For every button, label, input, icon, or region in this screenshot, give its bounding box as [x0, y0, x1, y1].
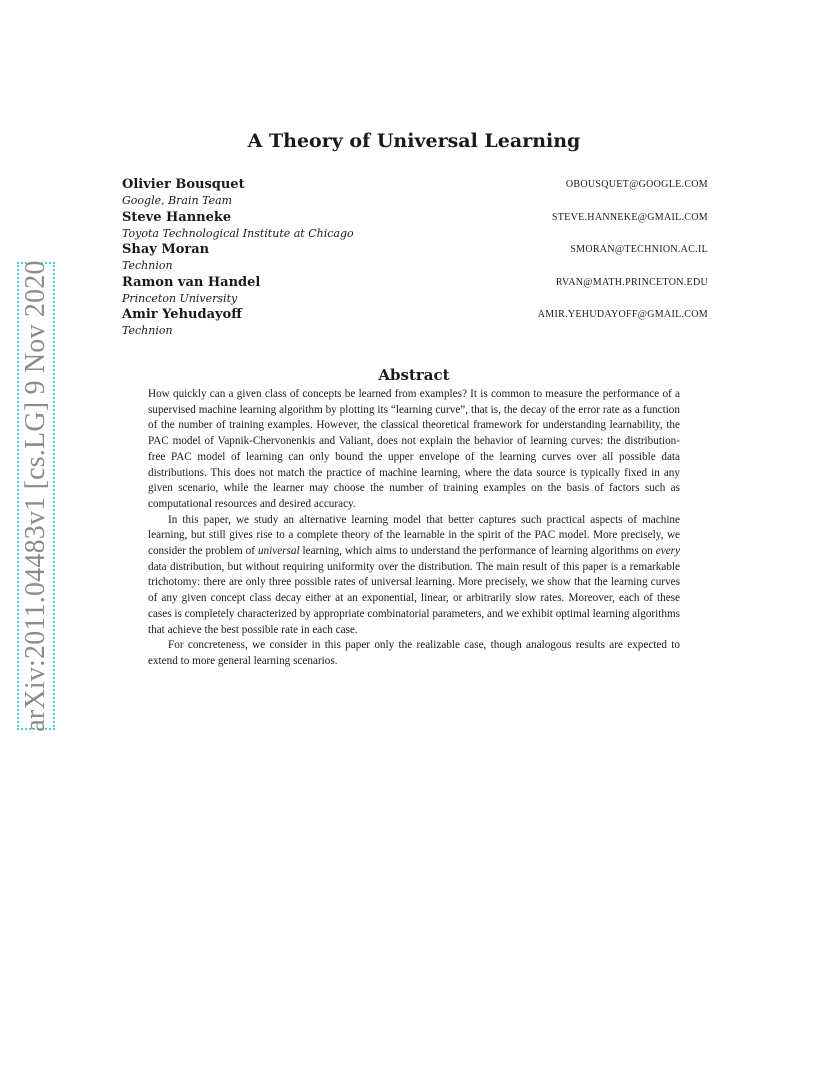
- author-list: [122, 176, 708, 339]
- paper-title: A Theory of Universal Learning: [247, 130, 581, 152]
- author-affiliation: Technion: [122, 259, 173, 272]
- author-name: Amir Yehudayoff: [122, 307, 242, 322]
- author-name: Shay Moran: [122, 242, 210, 257]
- arxiv-stamp: [17, 262, 55, 730]
- abstract-heading: Abstract: [378, 366, 450, 384]
- paragraph-text: In this paper, we study an alternative learning model that better captures such practical aspects of machine learning, but still gives rise to a complete theory of the learnable in the spirit of the PAC model. More precisely, we consider the problem of: [148, 513, 680, 558]
- author-block: [122, 176, 708, 209]
- author-email: OBOUSQUET@GOOGLE.COM: [565, 179, 708, 190]
- arxiv-identifier: arXiv:2011.04483v1 [cs.LG] 9 Nov 2020: [20, 260, 51, 732]
- author-block: [122, 306, 708, 339]
- abstract-body: [148, 387, 680, 670]
- author-name: Steve Hanneke: [122, 209, 232, 225]
- author-block: [122, 241, 708, 274]
- author-name: Ramon van Handel: [122, 274, 261, 290]
- author-name: Olivier Bousquet: [122, 177, 245, 192]
- author-block: [122, 209, 708, 242]
- author-affiliation: Princeton University: [122, 291, 238, 305]
- abstract-paragraph-2: [148, 513, 680, 639]
- author-email: SMORAN@TECHNION.AC.IL: [570, 244, 708, 255]
- emphasis-every: every: [655, 545, 680, 558]
- author-email: RVAN@MATH.PRINCETON.EDU: [555, 276, 708, 288]
- author-email: STEVE.HANNEKE@GMAIL.COM: [551, 211, 708, 223]
- author-affiliation: Toyota Technological Institute at Chicago: [122, 226, 354, 240]
- paragraph-text: data distribution, but without requiring uniformity over the distribution. The main result of this paper is a remarkable trichotomy: there are only three possible rates of universal learning. More precisely, we show that the learning curves of any given concept class decay either at an exponential, linear, or arbitrarily slow rates. Moreover, each of these cases is completely characterized by appropriate combinatorial parameters, and we exhibit optimal learning algorithms that achieve the best possible rate in each case.: [148, 560, 680, 636]
- author-affiliation: Google, Brain Team: [122, 194, 233, 207]
- author-email: AMIR.YEHUDAYOFF@GMAIL.COM: [537, 309, 708, 320]
- paragraph-text: learning, which aims to understand the performance of learning algorithms on: [299, 545, 656, 558]
- abstract-paragraph-1: How quickly can a given class of concepts be learned from examples? It is common to measure the performance of a supervised machine learning algorithm by plotting its “learning curve”, that is, the decay of the error rate as a function of the number of training examples. However, the classical theoretical framework for understanding learnability, the PAC model of Vapnik-Chervonenkis and Valiant, does not explain the behavior of learning curves: the distribution-free PAC model of learning can only bound the upper envelope of the learning curves over all possible data distributions. This does not match the practice of machine learning, where the data source is typically fixed in any given scenario, while the learner may choose the number of training examples on the basis of factors such as computational resources and desired accuracy.: [148, 388, 680, 510]
- emphasis-universal: universal: [257, 545, 300, 558]
- author-affiliation: Technion: [122, 324, 173, 337]
- abstract-paragraph-3: For concreteness, we consider in this paper only the realizable case, though analogous results are expected to extend to more general learning scenarios.: [148, 639, 680, 667]
- author-block: [122, 274, 708, 307]
